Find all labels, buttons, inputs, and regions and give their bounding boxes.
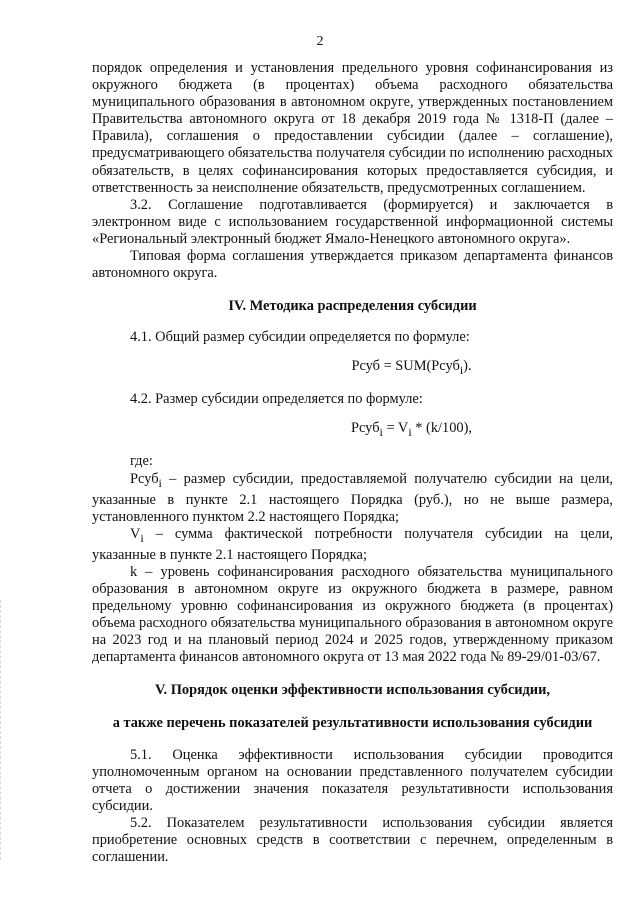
document-body [92,60,613,866]
formula-total-left: Рсуб = SUM(Рсуб [351,358,460,375]
formula-sub-1: i [379,425,383,440]
formula-sub-2: i [408,425,412,440]
definition-rsub [92,471,613,526]
page-number: 2 [316,34,324,49]
scan-edge-mark [0,600,4,860]
formula-part-a: Рсуб [350,420,380,437]
paragraph-3-2: 3.2. Соглашение подготавливается (формируется) и заключается в электронном виде с использованием государственной информационной системы «Региональный электронный бюджет Ямало-Ненецкого автономного округа». [92,196,613,247]
paragraph-typical-form: Типовая форма соглашения утверждается приказом департамента финансов автономного округа. [92,248,613,282]
def-v-symbol: V [130,525,141,542]
def-rsub-index: i [158,475,162,490]
def-v-text: – сумма фактической потребности получателя субсидии на цели, указанные в пункте 2.1 настоящего Порядка; [92,525,613,563]
where-label: где: [130,453,153,470]
section-4-title: IV. Методика распределения субсидии [228,298,477,315]
paragraph-5-2: 5.2. Показателем результативности использования субсидии является приобретение основных средств в соответствии с перечнем, определенным в соглашении. [92,814,613,866]
definition-v [92,526,613,564]
formula-part-c: * (k/100), [411,420,473,437]
paragraph-rules: порядок определения и установления предельного уровня софинансирования из окружного бюджета (в процентах) объема расходного обязательства муниципального образования в автономном округе, утвержденных постановлением Правительства автономного округа от 18 декабря 2019 года № 1318-П (далее – Правила), соглашения о предоставлении субсидии (далее – соглашение), предусматривающего обязательства получателя субсидии по исполнению расходных обязательств, в целях софинансирования которых предоставляется субсидия, и ответственность за неисполнение обязательств, предусмотренных соглашением. [92,60,613,196]
def-rsub-symbol: Рсуб [130,470,159,487]
formula-total-sub: i [459,363,464,378]
formula-total [92,358,613,379]
formula-part-b: = V [382,420,409,437]
paragraph-5-1: 5.1. Оценка эффективности использования субсидии проводится уполномоченным органом на основании представленного получателем субсидии отчета о достижении значения показателя результативности использования субсидии. [92,746,613,814]
section-5-title-line-2: а также перечень показателей результативности использования субсидии [112,715,593,732]
def-v-index: i [140,530,144,545]
paragraph-4-1: 4.1. Общий размер субсидии определяется по формуле: [130,329,470,346]
def-rsub-text: – размер субсидии, предоставляемой получателю субсидии на цели, указанные в пункте 2.1 настоящего Порядка (руб.), но не выше размера, установленного пунктом 2.2 настоящего Порядка; [92,470,613,525]
definition-k: k – уровень софинансирования расходного обязательства муниципального образования в автономном округе из окружного бюджета в размере, равном предельному уровню софинансирования из окружного бюджета (в процентах) объема расходного обязательства муниципального образования в автономном округе на 2023 год и на плановый период 2024 и 2025 годов, утвержденному приказом департамента финансов автономного округа от 13 мая 2022 года № 89-29/01-03/67. [92,563,613,666]
section-5-title-line-1: V. Порядок оценки эффективности использования субсидии, [155,682,550,699]
formula-individual [92,420,613,441]
formula-total-right: ). [463,358,472,375]
paragraph-4-2: 4.2. Размер субсидии определяется по формуле: [130,391,423,408]
